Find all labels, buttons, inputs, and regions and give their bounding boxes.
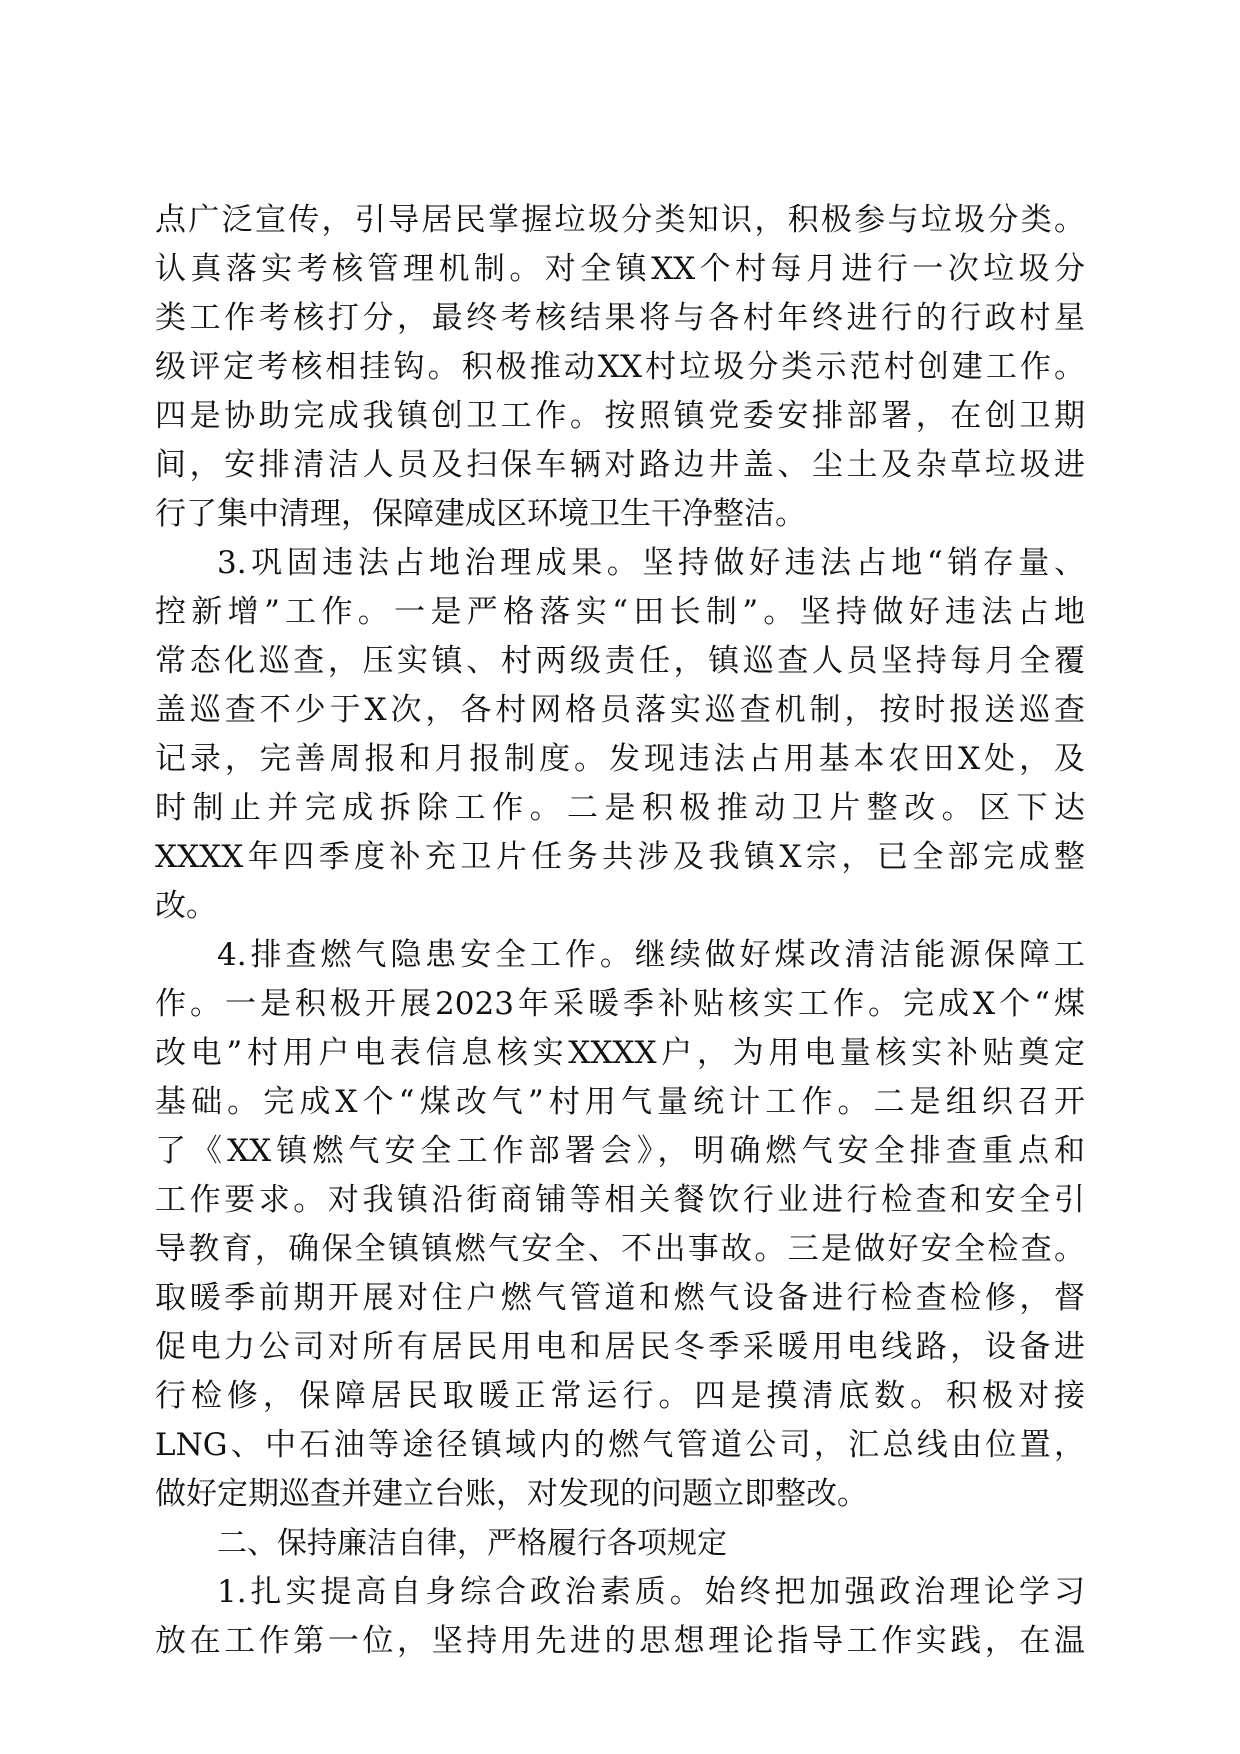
text-line: 认真落实考核管理机制。对全镇XX个村每月进行一次垃圾分	[155, 251, 1085, 287]
text-line: 类工作考核打分，最终考核结果将与各村年终进行的行政村星	[155, 300, 1085, 336]
text-line: 4.排查燃气隐患安全工作。继续做好煤改清洁能源保障工	[217, 937, 1085, 973]
text-line: 3.巩固违法占地治理成果。坚持做好违法占地“销存量、	[217, 545, 1085, 581]
text-line: 作。一是积极开展2023年采暖季补贴核实工作。完成X个“煤	[155, 986, 1085, 1022]
text-line: 基础。完成X个“煤改气”村用气量统计工作。二是组织召开	[155, 1084, 1085, 1120]
text-line: 1.扎实提高自身综合政治素质。始终把加强政治理论学习	[217, 1574, 1085, 1610]
text-line: 改电”村用户电表信息核实XXXX户，为用电量核实补贴奠定	[155, 1035, 1085, 1071]
body-text	[155, 196, 1085, 1666]
text-line: 做好定期巡查并建立台账，对发现的问题立即整改。	[155, 1476, 868, 1512]
text-line: 放在工作第一位，坚持用先进的思想理论指导工作实践，在温	[155, 1623, 1085, 1659]
text-line: 时制止并完成拆除工作。二是积极推动卫片整改。区下达	[155, 790, 1085, 826]
text-line: 记录，完善周报和月报制度。发现违法占用基本农田X处，及	[155, 741, 1085, 777]
text-line: 行了集中清理，保障建成区环境卫生干净整洁。	[155, 496, 806, 532]
text-line: 取暖季前期开展对住户燃气管道和燃气设备进行检查检修，督	[155, 1280, 1085, 1316]
text-line: 导教育，确保全镇镇燃气安全、不出事故。三是做好安全检查。	[155, 1231, 1085, 1267]
text-line: 行检修，保障居民取暖正常运行。四是摸清底数。积极对接	[155, 1378, 1085, 1414]
text-line: XXXX年四季度补充卫片任务共涉及我镇X宗，已全部完成整	[155, 839, 1085, 875]
text-line: 工作要求。对我镇沿街商铺等相关餐饮行业进行检查和安全引	[155, 1182, 1085, 1218]
text-line: LNG、中石油等途径镇域内的燃气管道公司，汇总线由位置，	[155, 1427, 1085, 1463]
text-line: 四是协助完成我镇创卫工作。按照镇党委安排部署，在创卫期	[155, 398, 1085, 434]
text-line: 间，安排清洁人员及扫保车辆对路边井盖、尘土及杂草垃圾进	[155, 447, 1085, 483]
text-line: 盖巡查不少于X次，各村网格员落实巡查机制，按时报送巡查	[155, 692, 1085, 728]
section-heading: 二、保持廉洁自律，严格履行各项规定	[217, 1526, 727, 1561]
text-line: 了《XX镇燃气安全工作部署会》，明确燃气安全排查重点和	[155, 1133, 1085, 1169]
text-line: 促电力公司对所有居民用电和居民冬季采暖用电线路，设备进	[155, 1329, 1085, 1365]
text-line: 控新增”工作。一是严格落实“田长制”。坚持做好违法占地	[155, 594, 1085, 630]
text-line: 点广泛宣传，引导居民掌握垃圾分类知识，积极参与垃圾分类。	[155, 202, 1085, 238]
text-line: 级评定考核相挂钩。积极推动XX村垃圾分类示范村创建工作。	[155, 349, 1085, 385]
text-line: 改。	[155, 888, 217, 924]
text-line: 常态化巡查，压实镇、村两级责任，镇巡查人员坚持每月全覆	[155, 643, 1085, 679]
